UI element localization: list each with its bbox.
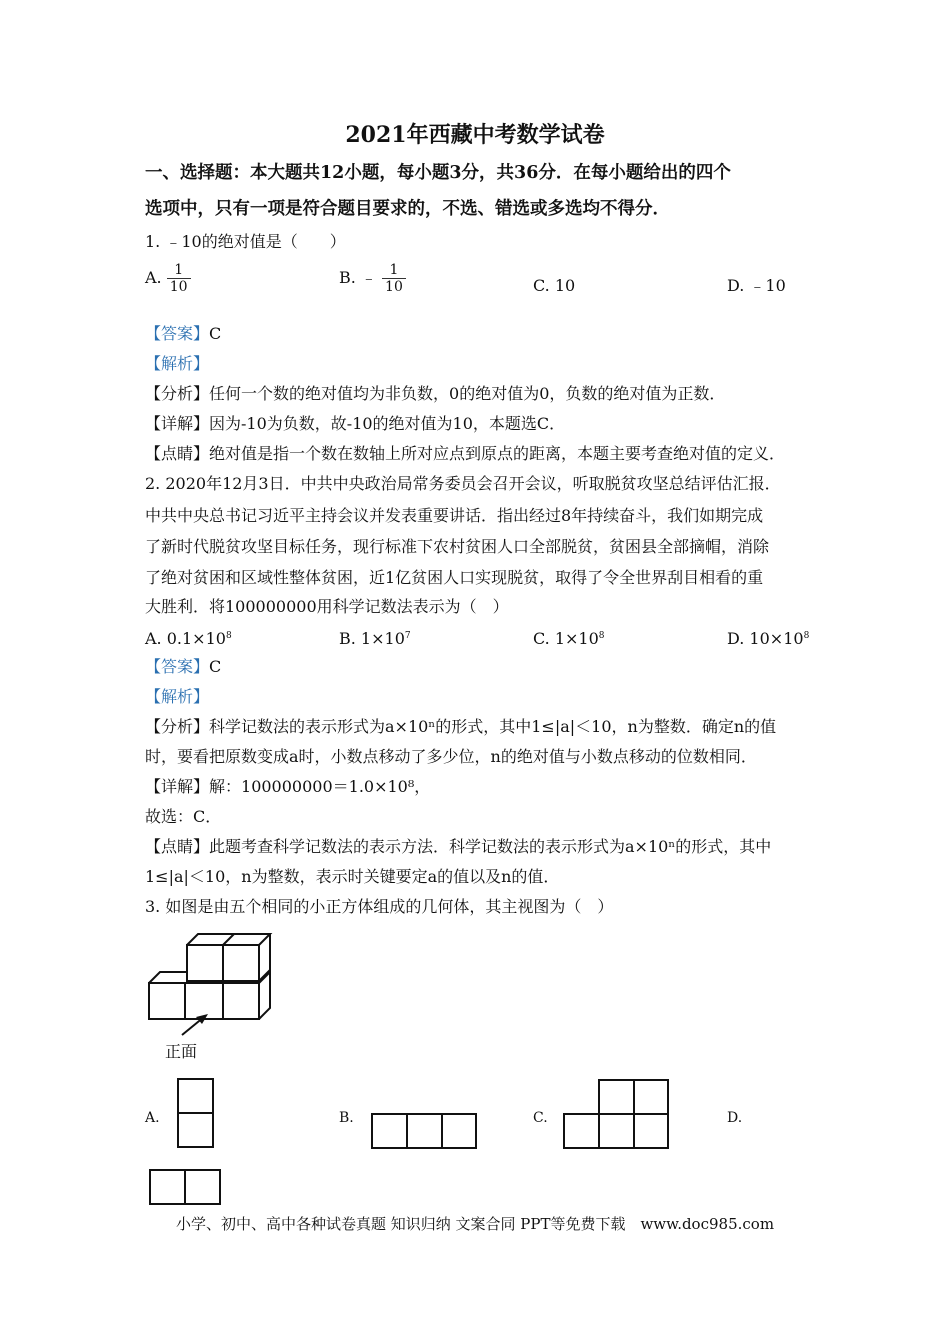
q3-option-a-view	[176, 1077, 216, 1149]
cube-top-right-front	[223, 945, 259, 981]
q2-fenxi-tag: 【分析】	[145, 717, 210, 736]
q1-option-a-label: A.	[145, 268, 162, 287]
q2-xiangjie-text: 解：100000000＝1.0×10⁸，	[209, 777, 431, 796]
q1-answer-value: C	[209, 324, 222, 343]
q2-option-c	[533, 626, 605, 649]
q2-option-c-exp: 8	[598, 631, 605, 641]
q2-option-b-exp: 7	[404, 631, 411, 641]
q1-fenxi-text: 任何一个数的绝对值均为非负数，0的绝对值为0，负数的绝对值为正数．	[209, 384, 726, 403]
page-footer: 小学、初中、高中各种试卷真题 知识归纳 文案合同 PPT等免费下载 www.doc985.com	[175, 1215, 775, 1233]
q2-answer	[145, 657, 221, 677]
q3-option-b-label: B.	[339, 1110, 354, 1126]
q1-option-a-numerator: 1	[174, 262, 184, 278]
q1-dianjing-tag: 【点睛】	[145, 444, 210, 463]
q2-dianjing-tag: 【点睛】	[145, 837, 210, 856]
q2-answer-value: C	[209, 657, 222, 676]
q2-option-d-base: D. 10×10	[727, 629, 804, 648]
q2-dianjing-line1	[145, 837, 771, 857]
q2-stem-line5: 大胜利．将100000000用科学记数法表示为（ ）	[145, 597, 509, 616]
cube-bottom-left-front	[149, 983, 185, 1019]
q1-option-a	[145, 262, 191, 295]
q1-dianjing-text: 绝对值是指一个数在数轴上所对应点到原点的距离，本题主要考查绝对值的定义．	[209, 444, 786, 463]
q2-option-d	[727, 626, 809, 649]
q1-xiangjie-tag: 【详解】	[145, 414, 210, 433]
q1-option-b-label: B. ﹣	[339, 268, 377, 287]
q2-dianjing-text1: 此题考查科学记数法的表示方法．科学记数法的表示形式为a×10ⁿ的形式，其中	[209, 837, 772, 856]
q1-answer-tag: 【答案】	[145, 324, 210, 343]
q1-xiangjie	[145, 414, 565, 434]
q1-analysis-tag: 【解析】	[145, 354, 210, 373]
q3-option-c-view	[562, 1078, 670, 1150]
q2-option-a-base: A. 0.1×10	[145, 629, 226, 648]
cube-bottom-right-front	[223, 983, 259, 1019]
section-heading-line2: 选项中，只有一项是符合题目要求的，不选、错选或多选均不得分．	[145, 199, 670, 219]
q2-stem-line3: 了新时代脱贫攻坚目标任务，现行标准下农村贫困人口全部脱贫，贫困县全部摘帽，消除	[145, 537, 770, 556]
q2-option-c-base: C. 1×10	[533, 629, 599, 648]
page-title: 2021年西藏中考数学试卷	[345, 122, 605, 148]
cube-figure	[140, 925, 300, 1065]
q1-option-d: D. ﹣10	[727, 276, 786, 295]
q1-option-b-fraction	[382, 262, 406, 295]
front-label: 正面	[165, 1042, 198, 1061]
q1-answer	[145, 324, 221, 344]
q2-guxuan: 故选：C．	[145, 807, 222, 826]
q2-option-a	[145, 626, 232, 649]
q2-analysis-tag: 【解析】	[145, 687, 210, 706]
q2-option-d-exp: 8	[803, 631, 810, 641]
q2-fenxi-line1	[145, 717, 776, 737]
q2-option-a-exp: 8	[225, 631, 232, 641]
q2-fenxi-text1: 科学记数法的表示形式为a×10ⁿ的形式，其中1≤|a|＜10，n为整数．确定n的值	[209, 717, 777, 736]
section-heading-line1: 一、选择题：本大题共12小题，每小题3分，共36分．在每小题给出的四个	[145, 163, 731, 183]
q1-option-b	[339, 262, 406, 295]
q2-option-b-base: B. 1×10	[339, 629, 405, 648]
q2-xiangjie	[145, 777, 430, 797]
q2-option-b	[339, 626, 411, 649]
q3-option-d-label: D.	[727, 1110, 743, 1126]
q1-option-b-numerator: 1	[389, 262, 399, 278]
q3-option-b-view	[370, 1112, 478, 1150]
q3-option-d-view	[148, 1168, 222, 1206]
q1-stem: 1. ﹣10的绝对值是（ ）	[145, 232, 346, 251]
q1-xiangjie-text: 因为-10为负数，故-10的绝对值为10，本题选C．	[209, 414, 566, 433]
q3-option-a-label: A.	[145, 1110, 160, 1126]
q1-fenxi-tag: 【分析】	[145, 384, 210, 403]
q1-option-c: C. 10	[533, 276, 576, 295]
q2-fenxi-line2: 时，要看把原数变成a时，小数点移动了多少位，n的绝对值与小数点移动的位数相同．	[145, 747, 757, 766]
q1-fenxi	[145, 384, 725, 404]
q1-option-a-fraction	[167, 262, 191, 295]
q3-option-c-label: C.	[533, 1110, 548, 1126]
q1-option-b-denominator: 10	[382, 278, 406, 295]
q1-dianjing	[145, 444, 785, 464]
q1-analysis	[145, 354, 209, 374]
q2-xiangjie-tag: 【详解】	[145, 777, 210, 796]
q2-stem-line2: 中共中央总书记习近平主持会议并发表重要讲话．指出经过8年持续奋斗，我们如期完成	[145, 506, 764, 525]
q2-answer-tag: 【答案】	[145, 657, 210, 676]
q2-stem-line1: 2. 2020年12月3日．中共中央政治局常务委员会召开会议，听取脱贫攻坚总结评估汇报．	[145, 474, 781, 493]
q3-stem: 3. 如图是由五个相同的小正方体组成的几何体，其主视图为（ ）	[145, 897, 614, 916]
q2-dianjing-line2: 1≤|a|＜10，n为整数，表示时关键要定a的值以及n的值．	[145, 867, 560, 886]
q1-option-a-denominator: 10	[167, 278, 191, 295]
q2-analysis	[145, 687, 209, 707]
cube-bottom-mid-front	[185, 983, 223, 1019]
q2-stem-line4: 了绝对贫困和区域性整体贫困，近1亿贫困人口实现脱贫，取得了令全世界刮目相看的重	[145, 568, 764, 587]
cube-top-left-front	[187, 945, 223, 981]
